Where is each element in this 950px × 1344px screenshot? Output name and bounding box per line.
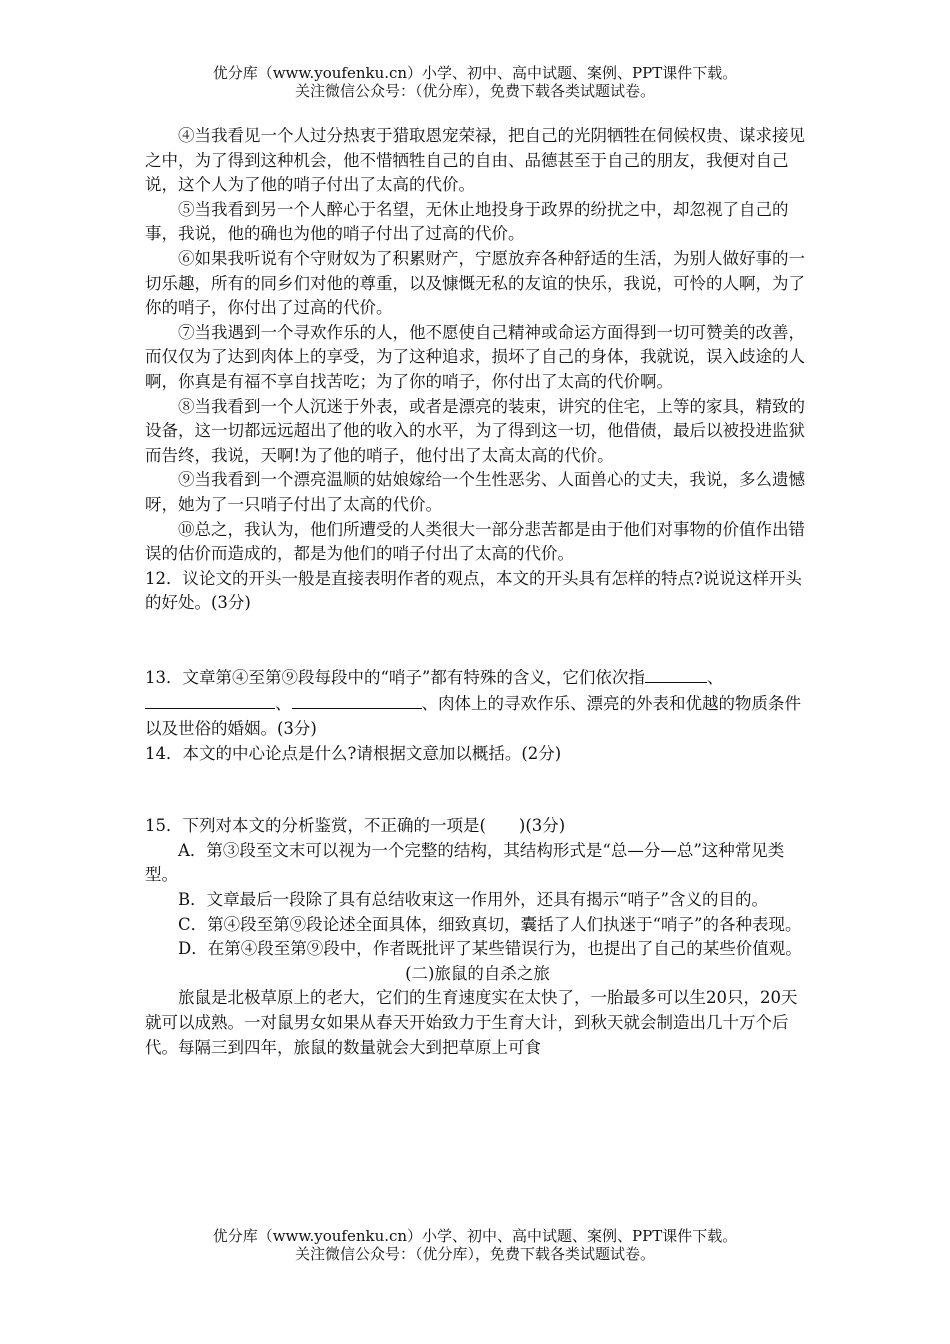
- question-13-stem: 13．文章第④至第⑨段每段中的“哨子”都有特殊的含义，它们依次指: [145, 667, 645, 687]
- header-line-1: 优分库（www.youfenku.cn）小学、初中、高中试题、案例、PPT课件下载。: [212, 64, 738, 82]
- paragraph-8: ⑧当我看到一个人沉迷于外表，或者是漂亮的装束，讲究的住宅，上等的家具，精致的设备，这一切都远远超出了他的收入的水平，为了得到这一切，他借债，最后以被投进监狱而告终，我说，天啊!为了他的哨子，他付出了太高太高的代价。: [145, 396, 805, 465]
- section-2-paragraph-1: 旅鼠是北极草原上的老大，它们的生育速度实在太快了，一胎最多可以生20只，20天就可以成熟。一对鼠男女如果从春天开始致力于生育大计，到秋天就会制造出几十万个后代。每隔三到四年，旅鼠的数量就会大到把草原上可食: [145, 988, 798, 1057]
- paragraph-10: ⑩总之，我认为，他们所遭受的人类很大一部分悲苦都是由于他们对事物的价值作出错误的估价而造成的，都是为他们的哨子付出了太高的代价。: [145, 519, 805, 564]
- answer-space-14[interactable]: [145, 766, 810, 814]
- question-13-tail: 、肉体上的寻欢作乐、漂亮的外表和优越的物质条件以及世俗的婚姻。(3分): [145, 694, 801, 739]
- question-13-sep-1: 、: [706, 667, 724, 687]
- question-15-option-d: D．在第④段至第⑨段中，作者既批评了某些错误行为，也提出了自己的某些价值观。: [178, 939, 802, 959]
- question-15: 15．下列对本文的分析鉴赏，不正确的一项是( )(3分): [145, 816, 566, 836]
- answer-space-12[interactable]: [145, 616, 810, 664]
- question-15-option-a: A．第③段至文末可以视为一个完整的结构，其结构形式是“总—分—总”这种常见类型。: [145, 840, 785, 885]
- paragraph-9: ⑨当我看到一个漂亮温顺的姑娘嫁给一个生性恶劣、人面兽心的丈夫，我说，多么遗憾呀，她为了一只哨子付出了太高的代价。: [145, 470, 805, 514]
- page-footer: [0, 1227, 950, 1263]
- footer-line-2: 关注微信公众号：（优分库），免费下载各类试题试卷。: [294, 1245, 655, 1263]
- question-15-option-c: C．第④段至第⑨段论述全面具体，细致真切，囊括了人们执迷于“哨子”的各种表现。: [178, 914, 802, 934]
- question-13: [145, 664, 810, 742]
- paragraph-6: ⑥如果我听说有个守财奴为了积累财产，宁愿放弃各种舒适的生活，为别人做好事的一切乐趣，所有的同乡们对他的尊重，以及慷慨无私的友谊的快乐，我说，可怜的人啊，为了你的哨子，你付出了过高的代价。: [145, 248, 805, 318]
- answer-blank-1[interactable]: [645, 664, 707, 683]
- footer-line-1: 优分库（www.youfenku.cn）小学、初中、高中试题、案例、PPT课件下载。: [212, 1227, 738, 1245]
- question-13-sep-2: 、: [275, 694, 292, 714]
- answer-blank-2[interactable]: [145, 690, 275, 709]
- paragraph-7: ⑦当我遇到一个寻欢作乐的人，他不愿使自己精神或命运方面得到一切可赞美的改善，而仅仅为了达到肉体上的享受，为了这种追求，损坏了自己的身体，我就说，误入歧途的人啊，你真是有福不享自找苦吃；为了你的哨子，你付出了太高的代价啊。: [145, 322, 805, 391]
- section-2-title: (二)旅鼠的自杀之旅: [405, 963, 550, 983]
- question-12: 12．议论文的开头一般是直接表明作者的观点，本文的开头具有怎样的特点?说说这样开头的好处。(3分): [145, 568, 802, 613]
- question-15-option-b: B．文章最后一段除了具有总结收束这一作用外，还具有揭示“哨子”含义的目的。: [178, 890, 768, 910]
- paragraph-4: ④当我看见一个人过分热衷于猎取恩宠荣禄，把自己的光阴牺牲在伺候权贵、谋求接见之中，为了得到这种机会，他不惜牺牲自己的自由、品德甚至于自己的朋友，我便对自己说，这个人为了他的哨子付出了太高的代价。: [145, 126, 805, 195]
- paragraph-5: ⑤当我看到另一个人醉心于名望，无休止地投身于政界的纷扰之中，却忽视了自己的事，我说，他的确也为他的哨子付出了过高的代价。: [145, 199, 789, 244]
- header-line-2: 关注微信公众号：（优分库），免费下载各类试题试卷。: [294, 82, 655, 100]
- document-body: [145, 124, 810, 1060]
- question-14: 14．本文的中心论点是什么?请根据文意加以概括。(2分): [145, 743, 562, 763]
- page-header: [0, 64, 950, 100]
- answer-blank-3[interactable]: [292, 690, 422, 709]
